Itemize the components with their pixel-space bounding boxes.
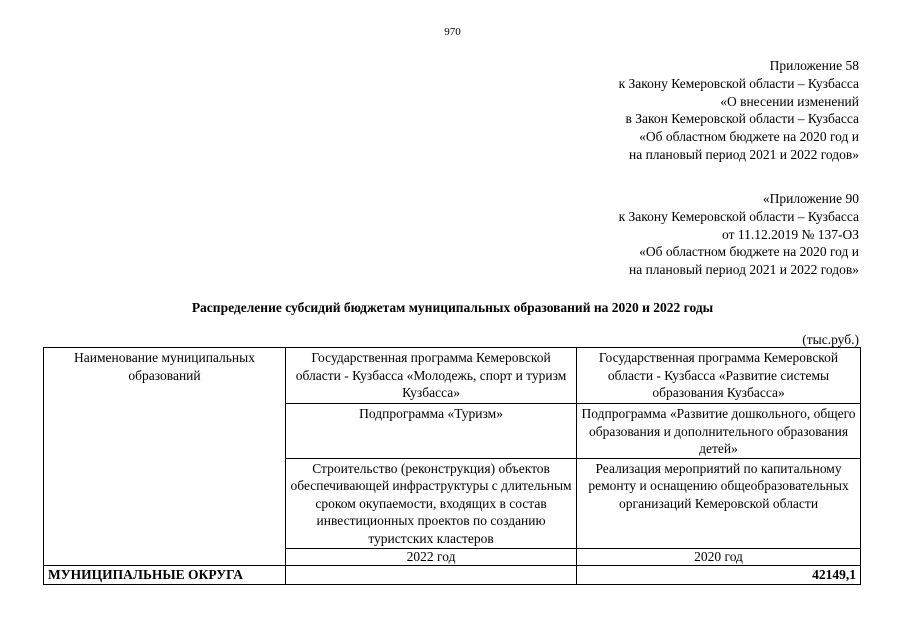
total-row-value-b: 42149,1 xyxy=(577,565,861,584)
appendix-58-line: «Об областном бюджете на 2020 год и xyxy=(639,129,859,145)
appendix-58-line: на плановый период 2021 и 2022 годов» xyxy=(628,146,859,162)
municipality-column-header: Наименование муниципальных образований xyxy=(44,348,286,566)
appendix-58-line: к Закону Кемеровской области – Кузбасса xyxy=(618,75,859,91)
activity-a-cell: Строительство (реконструкция) объектов обеспечивающей инфраструктуры с длительным сроком окупаемости, входящих в состав инвестиционных проектов по созданию туристских кластеров xyxy=(286,458,577,548)
document-title: Распределение субсидий бюджетам муниципальных образований на 2020 и 2022 годы xyxy=(191,300,714,315)
program-b-cell: Государственная программа Кемеровской области - Кузбасса «Развитие системы образования Кузбасса» xyxy=(577,348,861,404)
appendix-90-line: на плановый период 2021 и 2022 годов» xyxy=(628,262,859,278)
year-a-cell: 2022 год xyxy=(286,548,577,565)
activity-b-cell: Реализация мероприятий по капитальному ремонту и оснащению общеобразовательных организаций Кемеровской области xyxy=(577,458,861,548)
units-label: (тыс.руб.) xyxy=(802,332,859,347)
appendix-90-line: к Закону Кемеровской области – Кузбасса xyxy=(618,208,859,224)
appendix-58-line: Приложение 58 xyxy=(769,58,859,73)
appendix-58-header xyxy=(619,57,859,164)
appendix-58-line: «О внесении изменений xyxy=(720,93,859,109)
total-row-label: МУНИЦИПАЛЬНЫЕ ОКРУГА xyxy=(44,565,286,584)
appendix-58-line: в Закон Кемеровской области – Кузбасса xyxy=(625,111,859,127)
total-row-value-a xyxy=(286,565,577,584)
appendix-90-line: от 11.12.2019 № 137-ОЗ xyxy=(722,226,859,242)
appendix-90-line: «Приложение 90 xyxy=(762,191,859,206)
table-row xyxy=(44,565,861,584)
appendix-90-header xyxy=(619,190,859,279)
page-number: 970 xyxy=(444,26,461,38)
table-header-row xyxy=(44,348,861,404)
appendix-90-line: «Об областном бюджете на 2020 год и xyxy=(639,244,859,260)
program-a-cell: Государственная программа Кемеровской области - Кузбасса «Молодежь, спорт и туризм Кузбасса» xyxy=(286,348,577,404)
subprogram-a-cell: Подпрограмма «Туризм» xyxy=(286,404,577,459)
subsidy-table xyxy=(43,347,861,585)
subprogram-b-cell: Подпрограмма «Развитие дошкольного, общего образования и дополнительного образования детей» xyxy=(577,404,861,459)
year-b-cell: 2020 год xyxy=(577,548,861,565)
